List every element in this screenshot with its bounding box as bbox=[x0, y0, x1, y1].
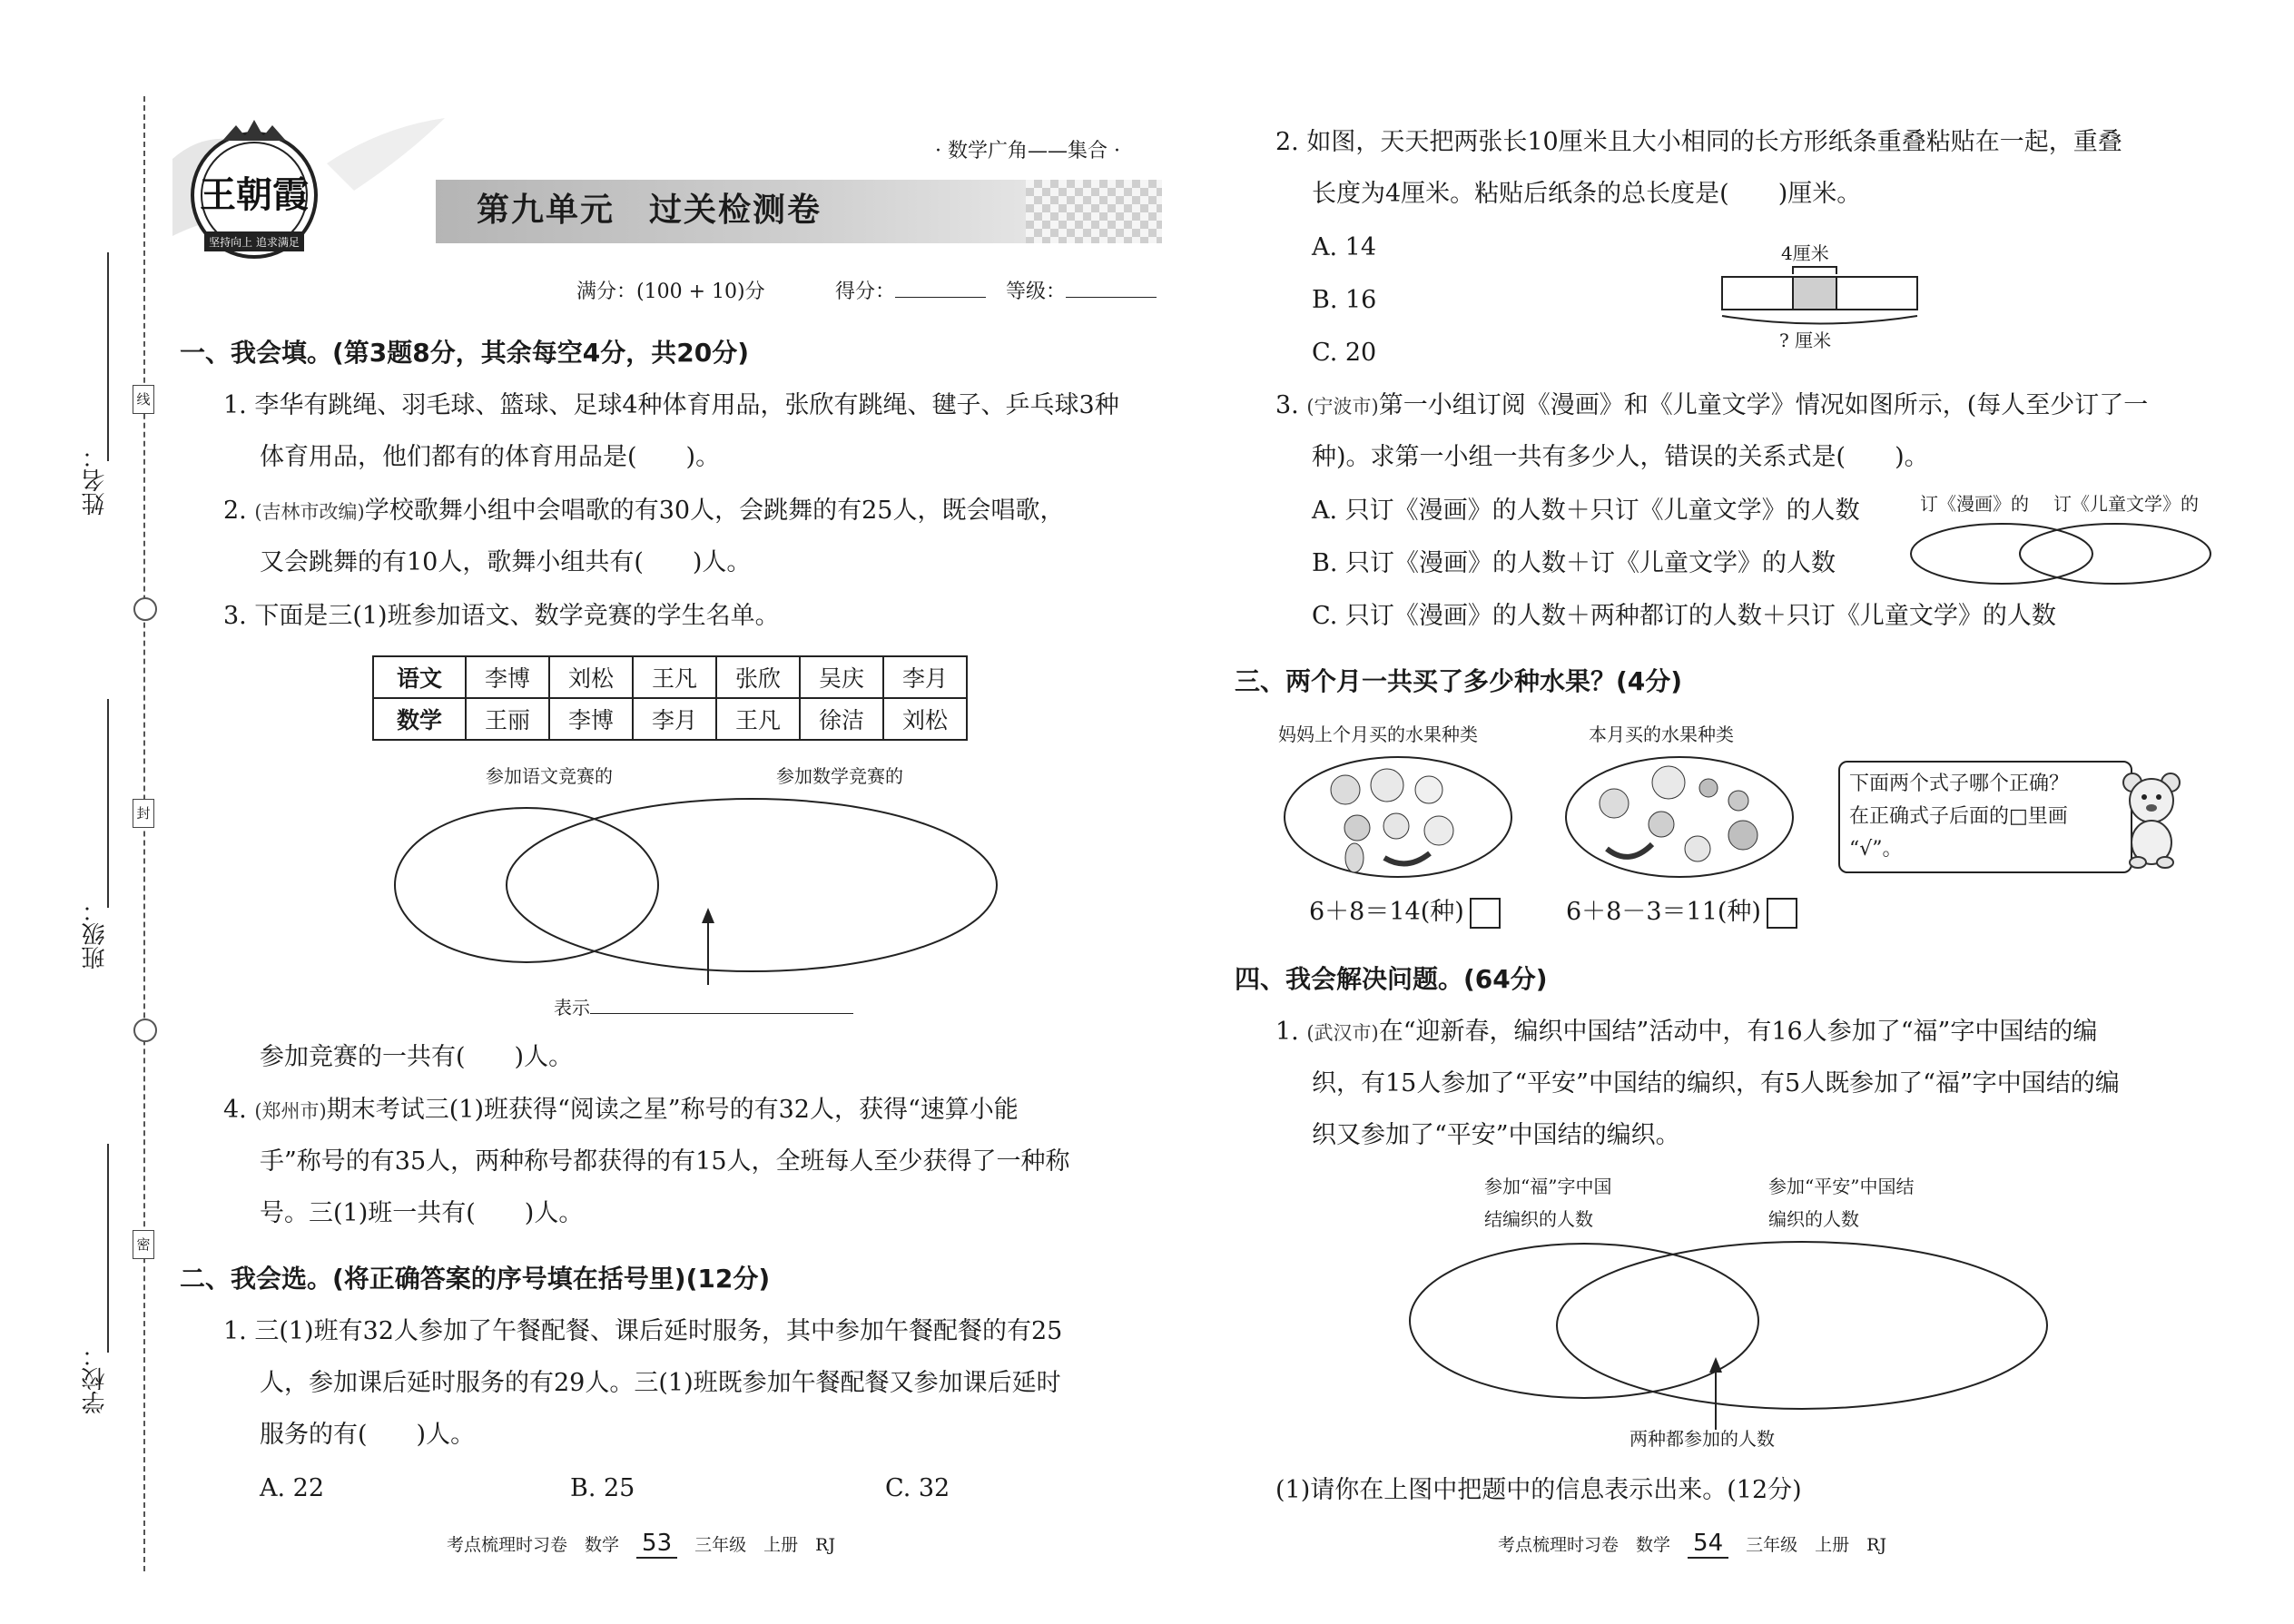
score-field[interactable] bbox=[835, 277, 986, 308]
s1-q2-line1 bbox=[223, 496, 1064, 527]
last-month-fruit-oval bbox=[1280, 753, 1516, 881]
venn1-arrow-label bbox=[554, 992, 853, 1023]
contest-name-table bbox=[372, 655, 968, 741]
apple-icon bbox=[1344, 815, 1370, 841]
pomegranate-icon bbox=[1728, 821, 1757, 850]
s2-q1-option-c: C. 32 bbox=[885, 1474, 950, 1502]
footer-right bbox=[1498, 1530, 1886, 1559]
grape-icon bbox=[1331, 775, 1360, 804]
s2-q3-option-c: C. 只订《漫画》的人数＋两种都订的人数＋只订《儿童文学》的人数 bbox=[1312, 602, 2056, 630]
table-cell: 李博 bbox=[549, 698, 633, 740]
s4-q1-line3: 织又参加了“平安”中国结的编织。 bbox=[1312, 1121, 1680, 1149]
topic-label: · 数学广角——集合 · bbox=[935, 140, 1120, 162]
s1-q1-line1: 1. 李华有跳绳、羽毛球、篮球、足球4种体育用品，张欣有跳绳、毽子、乒乓球3种 bbox=[223, 391, 1119, 419]
title-checker-pattern bbox=[1026, 180, 1162, 243]
venn-right-ellipse bbox=[507, 799, 997, 971]
pear-icon bbox=[1424, 816, 1453, 845]
footer-right-series: 考点梳理时习卷 数学 bbox=[1498, 1535, 1671, 1555]
s1-q4-num: 4. bbox=[223, 1096, 247, 1124]
s2-q3-source: (宁波市) bbox=[1306, 396, 1379, 418]
seal-char-mi: 密 bbox=[133, 1230, 154, 1259]
table-cell: 吴庆 bbox=[800, 656, 883, 698]
table-cell: 张欣 bbox=[716, 656, 800, 698]
s2-q1-line2: 人，参加课后延时服务的有29人。三(1)班既参加午餐配餐又参加课后延时 bbox=[260, 1369, 1061, 1397]
s2-q2-option-c: C. 20 bbox=[1312, 339, 1377, 367]
table-row bbox=[373, 656, 967, 698]
s2-q2-line1: 2. 如图，天天把两张长10厘米且大小相同的长方形纸条重叠粘贴在一起，重叠 bbox=[1275, 128, 2122, 156]
watermelon-icon bbox=[1371, 769, 1403, 802]
peach-icon bbox=[1685, 836, 1710, 861]
teddy-bear-icon bbox=[2120, 770, 2183, 870]
s1-q4-line3: 号。三(1)班一共有( )人。 bbox=[260, 1199, 584, 1227]
s1-q2-text: 学校歌舞小组中会唱歌的有30人，会跳舞的有25人，既会唱歌， bbox=[364, 497, 1065, 525]
peach-icon bbox=[1383, 813, 1409, 839]
logo-slogan-text: 坚持向上 追求满足 bbox=[209, 236, 300, 249]
s2-q1-option-b: B. 25 bbox=[570, 1474, 635, 1502]
checkbox-expression-2[interactable] bbox=[1767, 898, 1797, 929]
full-score: 满分：(100 + 10)分 bbox=[576, 281, 765, 303]
apple-icon bbox=[1649, 812, 1674, 837]
footer-left bbox=[447, 1530, 835, 1559]
score-label: 得分： bbox=[835, 281, 896, 303]
s2-q2-option-b: B. 16 bbox=[1312, 286, 1377, 314]
grade-label: 等级： bbox=[1006, 281, 1067, 303]
s1-q4-line2: 手”称号的有35人，两种称号都获得的有15人，全班每人至少获得了一种称 bbox=[260, 1147, 1070, 1176]
strip-fig-bottom-label: ? 厘米 bbox=[1779, 330, 1832, 351]
s4-sub1: (1)请你在上图中把题中的信息表示出来。(12分) bbox=[1275, 1476, 1802, 1504]
last-month-fruits-label: 妈妈上个月买的水果种类 bbox=[1278, 723, 1478, 745]
expression-2 bbox=[1566, 897, 1797, 929]
pineapple-icon bbox=[1345, 843, 1364, 872]
this-month-fruit-oval bbox=[1561, 753, 1797, 881]
knot-venn-right-label-1: 参加“平安”中国结 bbox=[1768, 1176, 1915, 1197]
strawberry-icon bbox=[1728, 791, 1748, 811]
bubble-line: 下面两个式子哪个正确？ bbox=[1849, 773, 2070, 795]
table-row-header: 语文 bbox=[373, 656, 466, 698]
table-cell: 李月 bbox=[883, 656, 967, 698]
s4-q1-line2: 织，有15人参加了“平安”中国结的编织，有5人既参加了“福”字中国结的编 bbox=[1312, 1069, 2120, 1097]
class-label: 班级： bbox=[82, 899, 109, 969]
knot-venn-left-label-2: 结编织的人数 bbox=[1484, 1208, 1593, 1230]
table-cell: 王丽 bbox=[466, 698, 549, 740]
bubble-line: 在正确式子后面的□里画 bbox=[1849, 805, 2068, 828]
venn-left-ellipse bbox=[395, 808, 658, 962]
table-row bbox=[373, 698, 967, 740]
this-month-fruits-label: 本月买的水果种类 bbox=[1589, 723, 1734, 745]
s4-q1-num: 1. bbox=[1275, 1018, 1299, 1046]
page-number-right: 54 bbox=[1688, 1530, 1728, 1559]
venn-diagram-contest bbox=[390, 794, 1026, 1021]
table-cell: 李月 bbox=[633, 698, 716, 740]
knot-venn-diagram bbox=[1403, 1235, 2056, 1439]
venn-left-ellipse bbox=[1911, 524, 2092, 584]
expression-1-text: 6＋8＝14(种) bbox=[1309, 898, 1464, 926]
grade-field[interactable] bbox=[1006, 277, 1157, 308]
school-write-line bbox=[107, 1144, 109, 1353]
venn-arrow-head bbox=[1709, 1357, 1722, 1373]
s1-q4-line1 bbox=[223, 1095, 1019, 1127]
page-title: 第九单元 过关检测卷 bbox=[477, 192, 822, 229]
section3-heading: 三、两个月一共买了多少种水果？(4分) bbox=[1235, 666, 1683, 696]
s4-q1-line1 bbox=[1275, 1017, 2097, 1048]
instruction-speech-bubble bbox=[1838, 761, 2132, 873]
s2-q1-line3: 服务的有( )人。 bbox=[260, 1421, 476, 1449]
venn-left-ellipse bbox=[1410, 1244, 1758, 1398]
knot-venn-left-label-1: 参加“福”字中国 bbox=[1484, 1176, 1612, 1197]
venn-arrow-head bbox=[702, 908, 714, 923]
footer-left-series: 考点梳理时习卷 数学 bbox=[447, 1535, 620, 1555]
watermelon-icon bbox=[1652, 766, 1685, 799]
expression-2-text: 6＋8－3＝11(种) bbox=[1566, 898, 1761, 926]
binding-dash-line bbox=[143, 96, 145, 1571]
expression-1 bbox=[1309, 897, 1501, 929]
punch-hole-icon bbox=[133, 597, 157, 621]
s2-q1-option-a: A. 22 bbox=[260, 1474, 325, 1502]
s2-q3-text: 第一小组订阅《漫画》和《儿童文学》情况如图所示，(每人至少订了一 bbox=[1378, 391, 2149, 419]
s2-q3-option-a: A. 只订《漫画》的人数＋只订《儿童文学》的人数 bbox=[1312, 497, 1860, 525]
knot-venn-right-label-2: 编织的人数 bbox=[1768, 1208, 1859, 1230]
s1-q3-line1: 3. 下面是三(1)班参加语文、数学竞赛的学生名单。 bbox=[223, 602, 780, 630]
cherry-icon bbox=[1699, 779, 1718, 797]
table-cell: 刘松 bbox=[549, 656, 633, 698]
grape-icon bbox=[1600, 789, 1629, 818]
name-label: 姓名： bbox=[82, 445, 109, 516]
orange-icon bbox=[1415, 776, 1442, 803]
section2-heading: 二、我会选。(将正确答案的序号填在括号里)(12分) bbox=[180, 1264, 771, 1294]
seal-char-xian: 线 bbox=[133, 385, 154, 414]
page-number-left: 53 bbox=[636, 1530, 677, 1559]
subscription-venn-diagram bbox=[1906, 517, 2215, 590]
footer-left-grade: 三年级 上册 RJ bbox=[694, 1535, 836, 1555]
s2-q1-line1: 1. 三(1)班有32人参加了午餐配餐、课后延时服务，其中参加午餐配餐的有25 bbox=[223, 1317, 1063, 1345]
venn1-arrow-text: 表示 bbox=[554, 997, 590, 1019]
table-cell: 刘松 bbox=[883, 698, 967, 740]
table-cell: 徐洁 bbox=[800, 698, 883, 740]
table-cell: 李博 bbox=[466, 656, 549, 698]
table-cell: 王凡 bbox=[716, 698, 800, 740]
s1-q2-source: (吉林市改编) bbox=[254, 501, 365, 523]
s2-q3-line2: 种)。求第一小组一共有多少人，错误的关系式是( )。 bbox=[1312, 443, 1929, 471]
punch-hole-icon bbox=[133, 1019, 157, 1042]
knot-venn-bottom-label: 两种都参加的人数 bbox=[1629, 1428, 1775, 1450]
subscription-venn-right-label: 订《儿童文学》的 bbox=[2053, 493, 2199, 515]
section4-heading: 四、我会解决问题。(64分) bbox=[1235, 964, 1548, 994]
s1-q2-line2: 又会跳舞的有10人，歌舞小组共有( )人。 bbox=[260, 548, 752, 576]
seal-char-feng: 封 bbox=[133, 799, 154, 828]
table-cell: 王凡 bbox=[633, 656, 716, 698]
table-row-header: 数学 bbox=[373, 698, 466, 740]
venn1-left-label: 参加语文竞赛的 bbox=[486, 765, 613, 787]
s4-q1-source: (武汉市) bbox=[1306, 1022, 1379, 1044]
checkbox-expression-1[interactable] bbox=[1470, 898, 1501, 929]
s1-q4-source: (郑州市) bbox=[254, 1100, 327, 1122]
s2-q2-option-a: A. 14 bbox=[1312, 233, 1377, 261]
logo-brand-text: 王朝霞 bbox=[200, 173, 309, 216]
s1-q4-text: 期末考试三(1)班获得“阅读之星”称号的有32人，获得“速算小能 bbox=[326, 1096, 1019, 1124]
section1-heading: 一、我会填。(第3题8分，其余每空4分，共20分) bbox=[180, 338, 750, 368]
bubble-line: “√”。 bbox=[1849, 838, 1903, 861]
s2-q2-line2: 长度为4厘米。粘贴后纸条的总长度是( )厘米。 bbox=[1312, 180, 1862, 208]
s2-q3-option-b: B. 只订《漫画》的人数＋订《儿童文学》的人数 bbox=[1312, 549, 1836, 577]
subscription-venn-left-label: 订《漫画》的 bbox=[1920, 493, 2029, 515]
school-label: 学校： bbox=[82, 1343, 109, 1414]
venn1-right-label: 参加数学竞赛的 bbox=[776, 765, 903, 787]
name-write-line bbox=[107, 252, 109, 461]
venn-right-ellipse bbox=[1557, 1242, 2047, 1409]
s4-q1-text: 在“迎新春，编织中国结”活动中，有16人参加了“福”字中国结的编 bbox=[1378, 1018, 2098, 1046]
footer-right-grade: 三年级 上册 RJ bbox=[1746, 1535, 1887, 1555]
s1-q1-line2: 体育用品，他们都有的体育用品是( )。 bbox=[260, 443, 721, 471]
s1-q2-num: 2. bbox=[223, 497, 247, 525]
s1-q3-answer: 参加竞赛的一共有( )人。 bbox=[260, 1043, 574, 1071]
class-write-line bbox=[107, 699, 109, 908]
venn-right-ellipse bbox=[2020, 524, 2210, 584]
strip-fig-top-label: 4厘米 bbox=[1781, 242, 1829, 264]
s2-q3-num: 3. bbox=[1275, 391, 1299, 419]
s2-q3-line1 bbox=[1275, 390, 2148, 422]
